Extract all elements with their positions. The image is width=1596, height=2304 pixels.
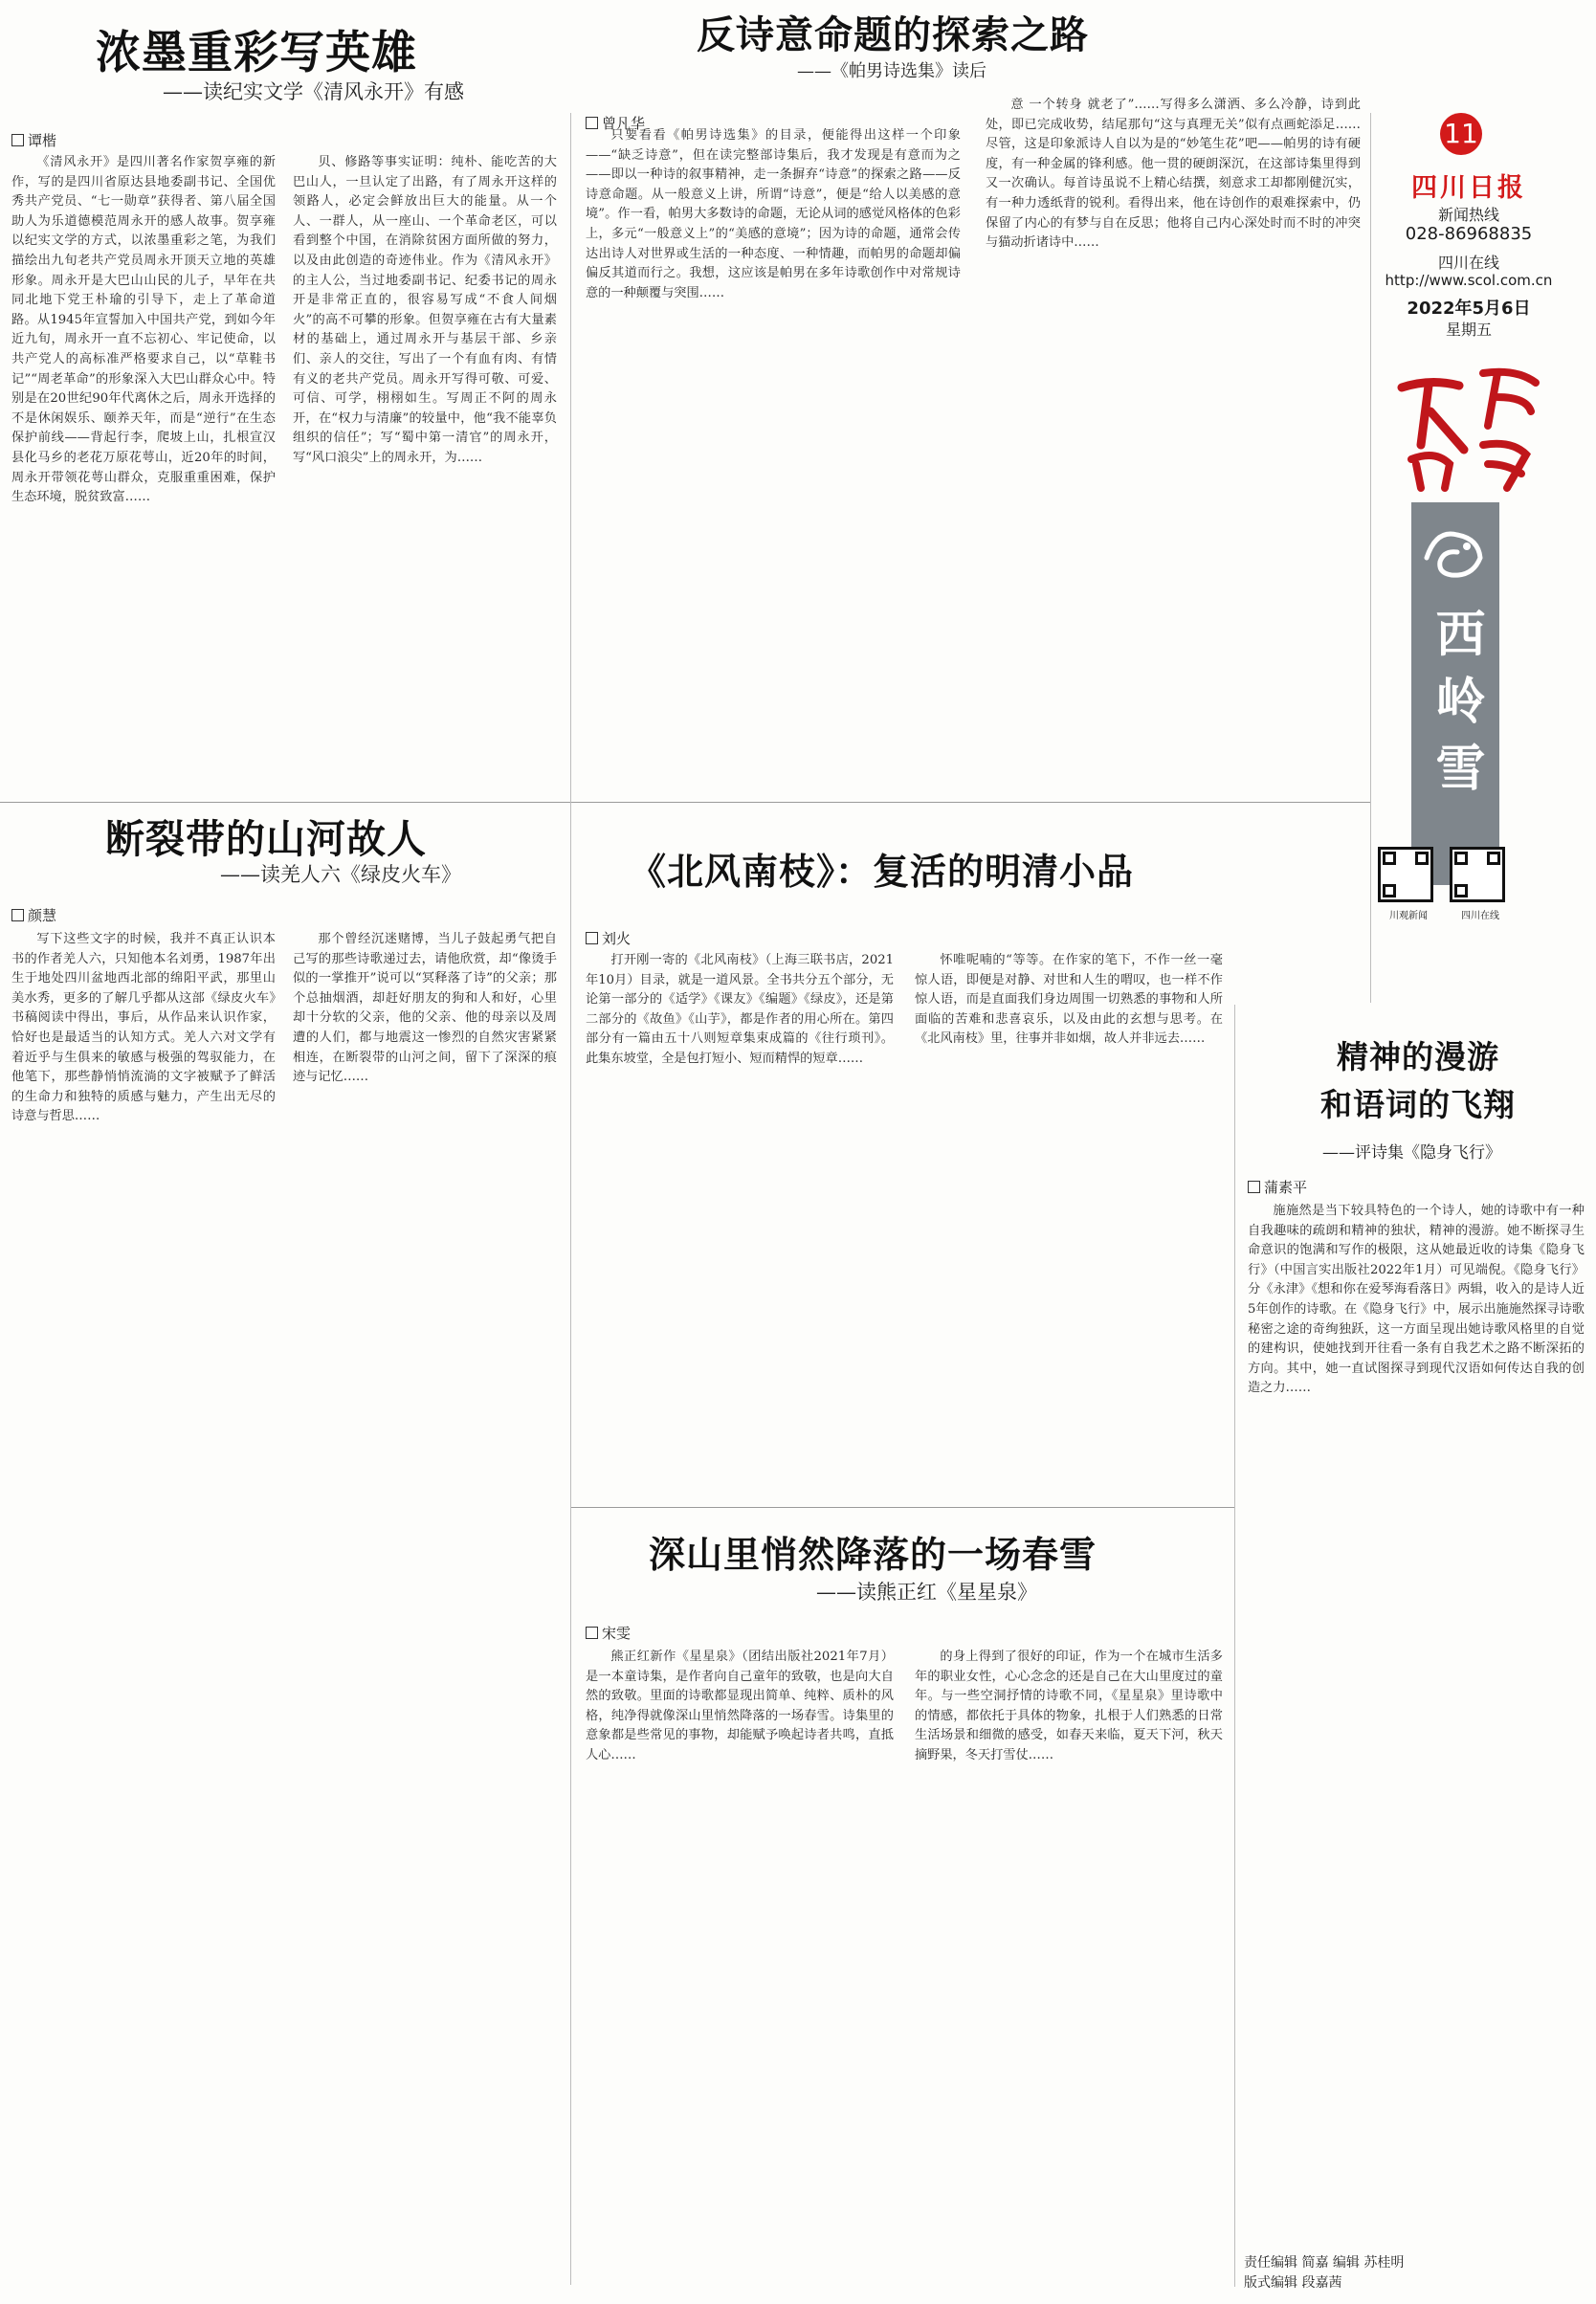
article-subtitle: ——读纪实文学《清风永开》有感 <box>163 80 464 103</box>
hotline-number: 028-86968835 <box>1405 224 1533 244</box>
issue-weekday: 星期五 <box>1445 321 1492 339</box>
paper-name: 四川日报 <box>1411 173 1526 203</box>
article-byline: 曾凡华 <box>586 113 645 133</box>
editor-line-2: 版式编辑 段嘉茜 <box>1244 2275 1342 2291</box>
column-banner <box>1411 502 1499 885</box>
column-dragon-icon <box>1419 520 1492 587</box>
article-byline: 谭楷 <box>11 130 56 150</box>
article-column: 写下这些文字的时候，我并不真正认识本书的作者羌人六，只知他本名刘勇，1987年出生于地处四川盆地西北部的绵阳平武，那里山美水秀，更多的了解几乎都从这部《绿皮火车》书稿阅读中得出，事后，从作品来认识作家，恰好也是最适当的认知方式。羌人六对文学有着近乎与生俱来的敏感与极强的驾驭能力，在他笔下，那些静悄悄流淌的文字被赋予了鲜活的生命力和独特的质感与魅力，产生出无尽的诗意与哲思…… <box>11 932 276 1124</box>
divider-top-vertical <box>570 113 571 802</box>
qr-code-chuanguan[interactable] <box>1378 847 1433 902</box>
divider-right-rail <box>1370 113 1371 1003</box>
article-title: 精神的漫游 和语词的飞翔 <box>1320 1038 1516 1123</box>
article-column: 怀唯呢喃的“等等。在作家的笔下，不作一丝一毫惊人语，即便是对静、对世和人生的喟叹，也一样不作惊人语，而是直面我们身边周围一切熟悉的事物和人所面临的苦难和悲喜哀乐，以及由此的玄想与思考。在《北风南枝》里，往事并非如烟，故人并非远去…… <box>915 953 1223 1047</box>
article-byline: 刘火 <box>586 928 631 948</box>
article-byline: 宋雯 <box>586 1623 631 1643</box>
article-title: 断裂带的山河故人 <box>105 816 427 862</box>
article-4 <box>572 802 1234 1507</box>
article-title: 深山里悄然降落的一场春雪 <box>649 1534 1097 1576</box>
article-column: 贝、修路等事实证明：纯朴、能吃苦的大巴山人，一旦认定了出路，有了周永开这样的领路人，必定会鲜放出巨大的能量。从一个人、一群人，从一座山、一个革命老区，可以看到整个中国，在消除贫困方面所做的努力，以及由此创造的奇迹伟业。作为《清风永开》的主人公，当过地委副书记、纪委书记的周永开是非常正直的，很容易写成“不食人间烟火”的高不可攀的形象。但贺享雍在古有大量素材的基础上，通过周永开与基层干部、乡亲们、亲人的交往，写出了一个有血有肉、有情有义的老共产党员。周永开写得可敬、可爱、可信、可学，栩栩如生。写周正不阿的周永开，在“权力与清廉”的较量中，他“我不能辜负组织的信任”；写“蜀中第一清官”的周永开，写“风口浪尖”上的周永开，为…… <box>293 155 557 465</box>
article-byline: 蒲素平 <box>1248 1177 1307 1197</box>
article-3 <box>0 802 570 2285</box>
editor-line-1: 责任编辑 简嘉 编辑 苏桂明 <box>1244 2255 1405 2271</box>
article-subtitle: ——评诗集《隐身飞行》 <box>1322 1143 1501 1163</box>
article-column: 打开刚一寄的《北风南枝》（上海三联书店，2021年10月）目录，就是一道风景。全书共分五个部分，无论第一部分的《适学》《课友》《编题》《绿皮》，还是第二部分的《故鱼》《山芋》，都是作者的用心所在。第四部分有一篇由五十八则短章集束成篇的《往行琐刊》。此集东坡堂，全是包打短小、短而精悍的短章…… <box>586 953 894 1066</box>
article-column: 的身上得到了很好的印证，作为一个在城市生活多年的职业女性，心心念念的还是自己在大山里度过的童年。与一些空洞抒情的诗歌不同，《星星泉》里诗歌中的情感，都依托于具体的物象，扎根于人们熟悉的日常生活场景和细微的感受，如春天来临，夏天下河，秋天摘野果，冬天打雪仗…… <box>915 1650 1223 1762</box>
article-column: 那个曾经沉迷赌博，当儿子鼓起勇气把自己写的那些诗歌递过去，请他欣赏，却“像烫手似的一掌推开”说可以“冥释落了诗”的父亲；那个总抽烟酒，却赶好朋友的狗和人和好，心里却十分软的父亲，他的父亲、他的母亲以及周遭的人们，都与地震这一惨烈的自然灾害紧紧相连，在断裂带的山河之间，留下了深深的痕迹与记忆…… <box>293 932 557 1085</box>
qr-label-scol: 四川在线 <box>1461 911 1499 921</box>
supplement-logo <box>1392 359 1545 493</box>
article-5 <box>572 1508 1234 2285</box>
supplement-logo-brush-icon <box>1392 359 1545 493</box>
issue-date: 2022年5月6日 <box>1407 299 1531 319</box>
qr-label-chuanguan: 川观新闻 <box>1389 911 1428 921</box>
article-column: 施施然是当下较具特色的一个诗人，她的诗歌中有一种自我趣味的疏朗和精神的独状，精神的漫游。她不断探寻生命意识的饱满和写作的极限，这从她最近收的诗集《隐身飞行》（中国言实出版社2022年1月）可见端倪。《隐身飞行》分《永津》《想和你在爱琴海看落日》两辑，收入的是诗人近5年创作的诗歌。在《隐身飞行》中，展示出施施然探寻诗歌秘密之途的奇绚独跃，这一方面呈现出她诗歌风格里的自觉的建构识，使她找到开往看一条有自我艺术之路不断深拓的方向。其中，她一直试图探寻到现代汉语如何传达自我的创造之力…… <box>1248 1204 1585 1396</box>
article-title: 《北风南枝》：复活的明清小品 <box>630 851 1135 893</box>
article-2 <box>572 0 1370 802</box>
online-label: 四川在线 <box>1437 254 1499 272</box>
editor-credits <box>1244 2253 1404 2293</box>
qr-code-scol[interactable] <box>1450 847 1505 902</box>
article-subtitle: ——读羌人六《绿皮火车》 <box>220 863 461 886</box>
article-column: 意 一个转身 就老了”……写得多么潇洒、多么冷静，诗到此处，即已完成收势，结尾那句“这与真理无关”似有点画蛇添足……尽管，这是印象派诗人自以为是的“妙笔生花”吧——帕男的诗有硬度，有一种金属的锋利感。他一贯的硬朗深沉，在这部诗集里得到又一次确认。每首诗虽说不上精心结撰，刻意求工却都刚健沉实，有一种力透纸背的锐利。看得出来，他在诗创作的艰难探索中，仍保留了内心的有梦与自在反思；他将自己内心深处时而不时的冲突与猫动折诸诗中…… <box>986 98 1361 251</box>
article-subtitle: ——读熊正红《星星泉》 <box>816 1581 1037 1604</box>
page-number: 11 <box>1440 113 1482 155</box>
article-byline: 颜慧 <box>11 905 56 925</box>
website-link[interactable]: http://www.scol.com.cn <box>1385 272 1553 289</box>
article-6 <box>1236 1005 1596 2239</box>
article-1 <box>0 0 570 802</box>
article-column: 《清风永开》是四川著名作家贺享雍的新作，写的是四川省原达县地委副书记、全国优秀共产党员、“七一勋章”获得者、第八届全国助人为乐道德模范周永开的感人故事。贺享雍以纪实文学的方式，以浓墨重彩之笔，为我们描绘出九旬老共产党员周永开顶天立地的英雄形象。周永开是大巴山山民的儿子，早年在共同北地下党王朴瑜的引导下，走上了革命道路。从1945年宣誓加入中国共产党，到如今年近九旬，周永开一直不忘初心、牢记使命，以共产党人的高标准严格要求自己，以“草鞋书记”“周老革命”的形象深入大巴山群众心中。特别是在20世纪90年代离休之后，周永开选择的不是休闲娱乐、颐养天年，而是“逆行”在生态保护前线——背起行李，爬坡上山，扎根宣汉县化马乡的老花万原花萼山，近20年的时间，周永开带领花萼山群众，克服重重困难，保护生态环境，脱贫致富…… <box>11 155 276 505</box>
article-subtitle: ——《帕男诗选集》读后 <box>797 61 986 81</box>
article-title: 浓墨重彩写英雄 <box>96 27 417 79</box>
divider-mid-vertical <box>570 802 571 2285</box>
hotline-label: 新闻热线 <box>1437 206 1499 224</box>
article-column: 熊正红新作《星星泉》（团结出版社2021年7月）是一本童诗集，是作者向自己童年的致敬，也是向大自然的致敬。里面的诗歌都显现出简单、纯粹、质朴的风格，纯净得就像深山里悄然降落的一场春雪。诗集里的意象都是些常见的事物，却能赋予唤起诗者共鸣，直抵人心…… <box>586 1650 894 1762</box>
article-title: 反诗意命题的探索之路 <box>697 13 1089 57</box>
column-name: 西岭雪 <box>1427 608 1484 809</box>
article-column: 只要看看《帕男诗选集》的目录，便能得出这样一个印象——“缺乏诗意”，但在读完整部诗集后，我才发现是有意而为之——即以一种诗的叙事精神，走一条摒弃“诗意”的探索之路——反诗意命题。从一般意义上讲，所谓“诗意”，便是“给人以美感的意境”。作一看，帕男大多数诗的命题，无论从词的感觉风格体的色彩上，多元“一般意义上”的“美感的意境”；因为诗的命题，通常会传达出诗人对世界或生活的一种态度、一种情趣，而帕男的命题却偏偏反其道而行之。我想，这应该是帕男在多年诗歌创作中对常规诗意的一种颠覆与突围…… <box>586 128 961 300</box>
divider-bottom-right <box>1234 1005 1235 2287</box>
